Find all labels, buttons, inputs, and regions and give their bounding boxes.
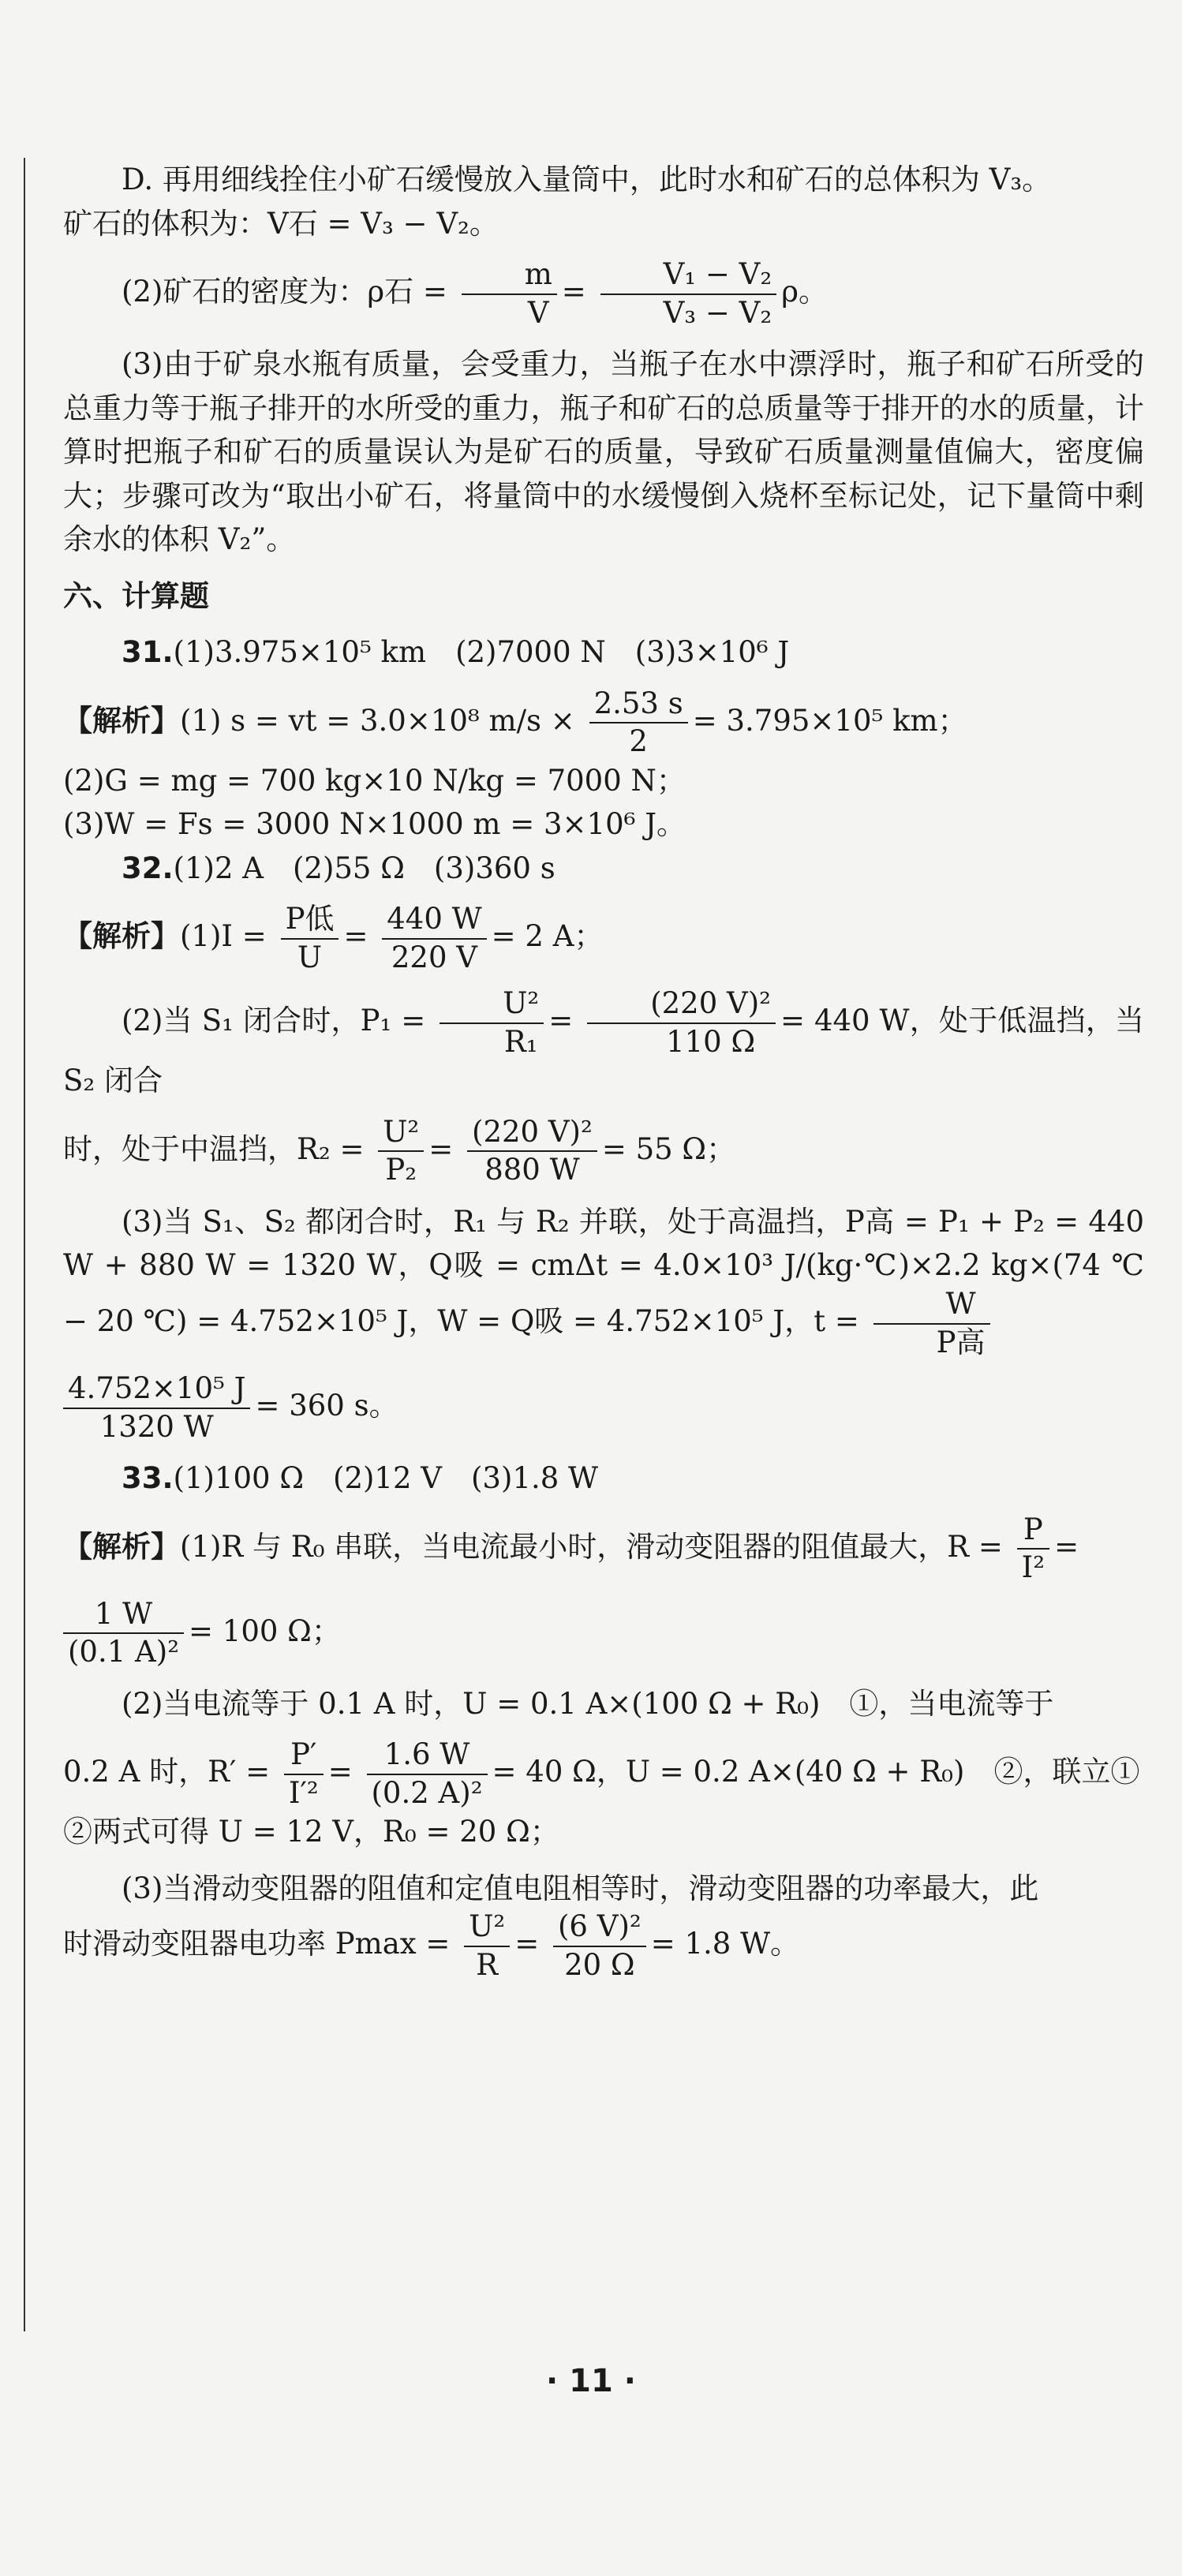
q33-l7-suffix: = 1.8 W。 bbox=[650, 1927, 800, 1961]
q32-l4-text: (3)当 S₁、S₂ 都闭合时，R₁ 与 R₂ 并联，处于高温挡，P高 = P₁ + P₂ = 440 W + 880 W = 1320 W，Q吸 = cmΔt = 4.0×10³ J/(kg·℃)×2.2 kg×(74 ℃ − 20 ℃) = 4.752×10⁵ J，W = Q吸 = 4.752×10⁵ J，t = bbox=[63, 1204, 1144, 1339]
q32-solution-line-5 bbox=[63, 1372, 1144, 1444]
q32-solution-line-2: (2)当 S₁ 闭合时，P₁ = $\frac{\text{U²}}{\text{R₁}}$ = $\frac{\text{(220 V)²}}{110 \Omega}$ = 440 W，处于低温挡，当 S₂ 闭合 bbox=[63, 986, 1145, 1098]
solution-content bbox=[63, 158, 1144, 1983]
q33-l4-prefix: 0.2 A 时，R′ = bbox=[63, 1755, 271, 1789]
q32-number: 32. bbox=[122, 851, 174, 885]
fraction-denominator: 110 Ω bbox=[666, 1024, 756, 1059]
q33-answer: (1)100 Ω (2)12 V (3)1.8 W bbox=[173, 1461, 599, 1496]
q33-l4-fraction-2 bbox=[367, 1738, 488, 1810]
q31-l1-suffix: = 3.795×10⁵ km； bbox=[692, 703, 967, 738]
q32-l1-fraction-2 bbox=[382, 903, 486, 974]
fraction-denominator: U bbox=[297, 940, 323, 974]
part3-paragraph: (3)由于矿泉水瓶有质量，会受重力，当瓶子在水中漂浮时，瓶子和矿石所受的总重力等于瓶子排开的水所受的重力，瓶子和矿石的总质量等于排开的水的质量，计算时把瓶子和矿石的质量误认为是矿石的质量，导致矿石质量测量值偏大，密度偏大；步骤可改为“取出小矿石，将量筒中的水缓慢倒入烧杯至标记处，记下量筒中剩余水的体积 V₂”。 bbox=[63, 347, 1144, 557]
fraction-numerator: U² bbox=[378, 1116, 424, 1153]
q31-analysis-tag: 【解析】 bbox=[63, 703, 180, 738]
fraction-numerator: W bbox=[873, 1288, 990, 1325]
q33-solution-line-4: 0.2 A 时，R′ = $\frac{P'}{\text{I′²}}$ = $\frac{1.6 W}{\text{(0.2 A)²}}$ = 40 Ω，U = 0.2 A×(40 Ω + R₀) ②，联立① bbox=[63, 1737, 1140, 1810]
q33-l4-fraction-1 bbox=[284, 1738, 324, 1810]
q31-solution-line-3: (3)W = Fs = 3000 N×1000 m = 3×10⁶ J。 bbox=[63, 807, 686, 842]
q32-l5-suffix: = 360 s。 bbox=[255, 1389, 398, 1423]
d-step-line: D. 再用细线拴住小矿石缓慢放入量筒中，此时水和矿石的总体积为 V₃。 bbox=[122, 163, 1052, 196]
fraction-denominator: P₂ bbox=[385, 1153, 417, 1187]
density-line: (2)矿石的密度为：ρ石 = $\frac{m}{V}$ = $\frac{\text{V₁ − V₂}}{\text{V₃ − V₂}}$ ρ。 bbox=[122, 257, 828, 330]
fraction-denominator: V bbox=[527, 295, 549, 330]
q33-l1-prefix: (1)R 与 R₀ 串联，当电流最小时，滑动变阻器的阻值最大，R = bbox=[180, 1529, 1003, 1564]
fraction-numerator: V₁ − V₂ bbox=[600, 258, 777, 295]
fraction-numerator: U² bbox=[464, 1910, 510, 1947]
q32-l2-prefix: (2)当 S₁ 闭合时，P₁ = bbox=[122, 1004, 426, 1038]
fraction-numerator: 1.6 W bbox=[367, 1738, 488, 1775]
q33-solution-line-1 bbox=[63, 1513, 1144, 1585]
q31-solution-line-1 bbox=[63, 687, 1144, 759]
q31-solution-line-2: (2)G = mg = 700 kg×10 N/kg = 7000 N； bbox=[63, 763, 686, 798]
q32-l3-suffix: = 55 Ω； bbox=[601, 1131, 736, 1166]
fraction-numerator: 2.53 s bbox=[589, 687, 688, 724]
fraction-numerator: 440 W bbox=[382, 903, 486, 940]
q33-l7-fraction-2 bbox=[553, 1910, 646, 1982]
q32-l2-fraction-1 bbox=[440, 987, 544, 1059]
q33-solution-line-3: (2)当电流等于 0.1 A 时，U = 0.1 A×(100 Ω + R₀) ①，当电流等于 bbox=[122, 1686, 1054, 1721]
q32-answer-line bbox=[63, 847, 1144, 891]
fraction-numerator: P′ bbox=[284, 1738, 324, 1775]
q31-answer: (1)3.975×10⁵ km (2)7000 N (3)3×10⁶ J bbox=[173, 635, 790, 670]
q32-l3-prefix: 时，处于中温挡，R₂ = bbox=[63, 1131, 365, 1166]
q32-solution-line-1: 【解析】(1)I = $\frac{\text{P低}}{U}$ = $\frac{440 W}{220 V}$ = 2 A； bbox=[63, 902, 604, 974]
q32-l4-fraction bbox=[873, 1288, 990, 1359]
page-number: · 11 · bbox=[546, 2363, 636, 2399]
q33-l7-fraction-1 bbox=[464, 1910, 510, 1982]
density-suffix: ρ。 bbox=[781, 275, 828, 309]
fraction-denominator: 1320 W bbox=[99, 1409, 214, 1444]
fraction-numerator: (6 V)² bbox=[553, 1910, 646, 1947]
q32-solution-line-4 bbox=[63, 1200, 1144, 1359]
fraction-denominator: I² bbox=[1021, 1550, 1045, 1585]
q33-l1-fraction bbox=[1017, 1513, 1049, 1585]
fraction-denominator: R₁ bbox=[503, 1024, 538, 1059]
fraction-numerator: (220 V)² bbox=[467, 1116, 597, 1153]
fraction-denominator: V₃ − V₂ bbox=[663, 295, 772, 330]
q33-l4-suffix: = 40 Ω，U = 0.2 A×(40 Ω + R₀) ②，联立① bbox=[492, 1755, 1140, 1789]
q33-l2-suffix: = 100 Ω； bbox=[189, 1613, 341, 1648]
fraction-denominator: R bbox=[476, 1947, 499, 1982]
q32-l2-fraction-2 bbox=[587, 987, 776, 1059]
ore-volume-line: 矿石的体积为：V石 = V₃ − V₂。 bbox=[63, 206, 499, 241]
fraction-numerator: (220 V)² bbox=[587, 987, 776, 1024]
q32-l2-suffix: = 440 W，处于低温挡，当 S₂ 闭合 bbox=[63, 1004, 1145, 1098]
q32-l1-fraction-1 bbox=[281, 903, 339, 974]
fraction-numerator: P低 bbox=[281, 903, 339, 940]
q32-l3-fraction-2 bbox=[467, 1116, 597, 1187]
q33-l2-fraction bbox=[63, 1598, 184, 1669]
fraction-denominator: (0.1 A)² bbox=[68, 1635, 180, 1669]
q31-answer-line bbox=[63, 630, 1144, 675]
q33-solution-line-2 bbox=[63, 1598, 1144, 1669]
density-fraction-2 bbox=[600, 258, 777, 330]
q33-solution-line-6: (3)当滑动变阻器的阻值和定值电阻相等时，滑动变阻器的功率最大，此 bbox=[122, 1871, 1039, 1905]
q33-solution-line-7: 时滑动变阻器电功率 Pmax = $\frac{\text{U²}}{R}$ = $\frac{\text{(6 V)²}}{20 \Omega}$ = 1.8 W。 bbox=[63, 1909, 800, 1982]
density-fraction-1 bbox=[462, 258, 557, 330]
density-prefix: (2)矿石的密度为：ρ石 = bbox=[122, 275, 447, 309]
q32-solution-line-3: 时，处于中温挡，R₂ = $\frac{\text{U²}}{\text{P₂}}$ = $\frac{\text{(220 V)²}}{880 W}$ = 55 Ω； bbox=[63, 1114, 736, 1187]
fraction-numerator: 1 W bbox=[63, 1598, 184, 1635]
q32-l1-prefix: (1)I = bbox=[180, 919, 267, 954]
section-title: 六、计算题 bbox=[63, 578, 209, 613]
fraction-denominator: I′² bbox=[288, 1775, 319, 1810]
q32-l1-suffix: = 2 A； bbox=[491, 919, 604, 954]
q31-l1-prefix: (1) s = vt = 3.0×10⁸ m/s × bbox=[180, 703, 575, 738]
q31-number: 31. bbox=[122, 635, 174, 670]
q33-l1-tail: = bbox=[1054, 1529, 1079, 1564]
q33-answer-line bbox=[63, 1456, 1144, 1501]
q31-fraction bbox=[589, 687, 688, 759]
fraction-numerator: U² bbox=[440, 987, 544, 1024]
fraction-numerator: P bbox=[1017, 1513, 1049, 1550]
fraction-denominator: 220 V bbox=[391, 940, 477, 974]
q33-number: 33. bbox=[122, 1461, 174, 1496]
left-margin-rule bbox=[24, 158, 25, 2331]
fraction-denominator: 2 bbox=[629, 724, 648, 759]
q32-l5-fraction bbox=[63, 1372, 250, 1444]
fraction-numerator: 4.752×10⁵ J bbox=[63, 1372, 250, 1409]
fraction-numerator: m bbox=[462, 258, 557, 295]
q33-analysis-tag: 【解析】 bbox=[63, 1529, 180, 1564]
q32-l3-fraction-1 bbox=[378, 1116, 424, 1187]
q33-solution-line-5: ②两式可得 U = 12 V，R₀ = 20 Ω； bbox=[63, 1815, 559, 1849]
q32-answer: (1)2 A (2)55 Ω (3)360 s bbox=[173, 851, 555, 885]
fraction-denominator: (0.2 A)² bbox=[371, 1775, 483, 1810]
q32-analysis-tag: 【解析】 bbox=[63, 919, 180, 954]
q33-l7-prefix: 时滑动变阻器电功率 Pmax = bbox=[63, 1927, 451, 1961]
fraction-denominator: P高 bbox=[936, 1325, 986, 1359]
fraction-denominator: 880 W bbox=[484, 1153, 580, 1187]
fraction-denominator: 20 Ω bbox=[564, 1947, 635, 1982]
